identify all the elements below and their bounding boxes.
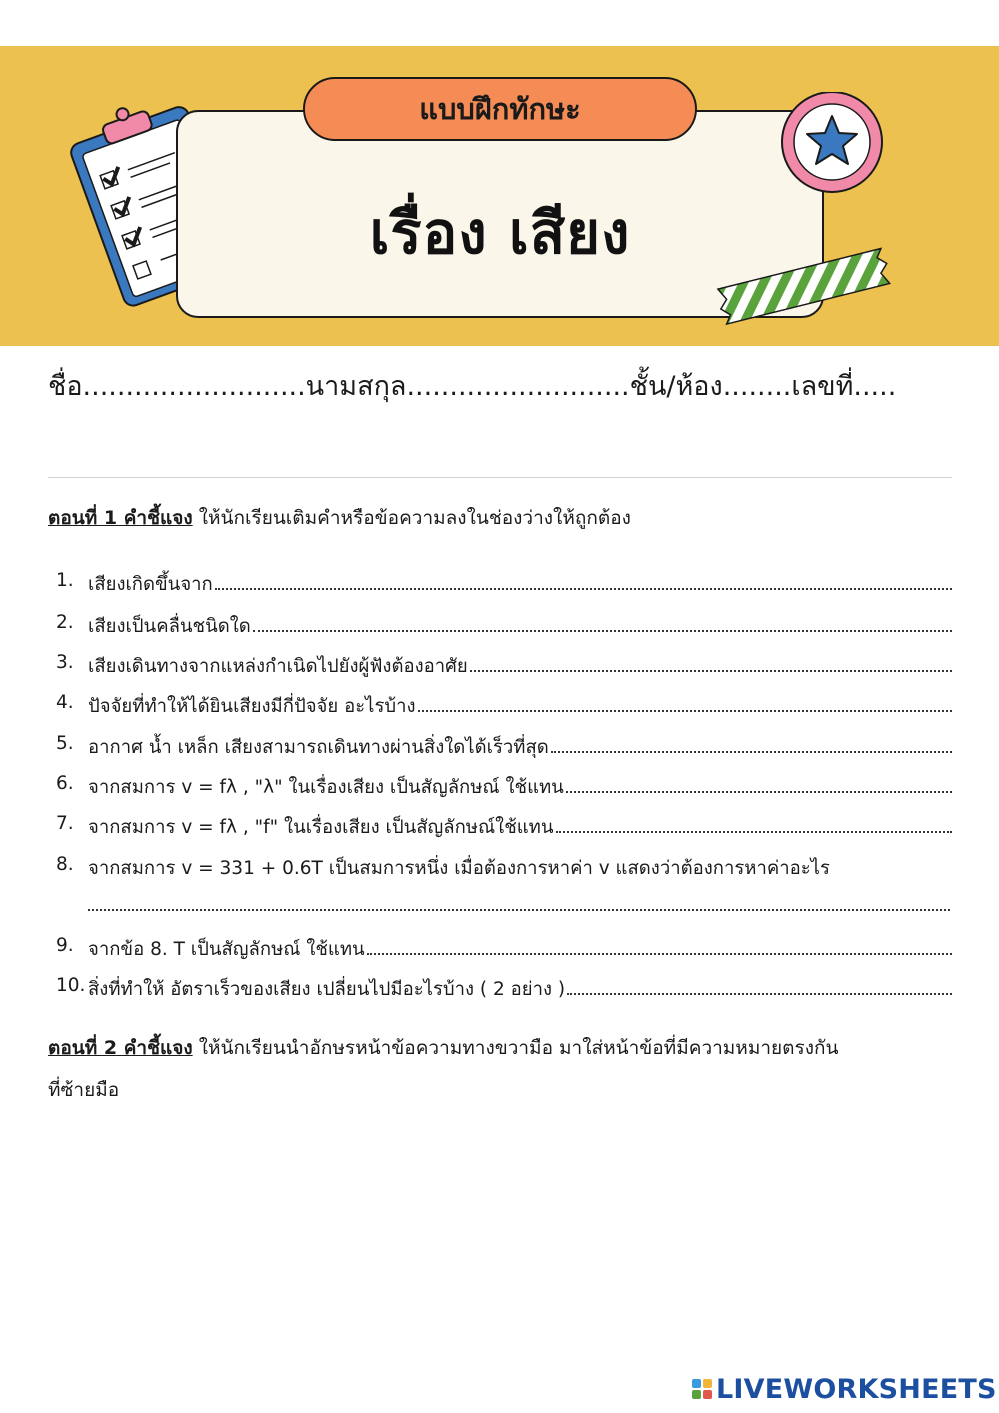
star-icon	[776, 92, 886, 196]
question-text: อากาศ น้ำ เหล็ก เสียงสามารถเดินทางผ่านสิ่งใดได้เร็วที่สุด	[88, 737, 549, 758]
part1-instruction	[48, 497, 952, 539]
question-5	[56, 733, 952, 762]
question-number: 10.	[56, 975, 86, 996]
question-text: จากสมการ v = 331 + 0.6T เป็นสมการหนึ่ง เมื่อต้องการหาค่า v แสดงว่าต้องการหาค่าอะไร	[88, 858, 830, 879]
answer-blank[interactable]	[418, 692, 952, 712]
question-6	[56, 773, 952, 802]
question-text: จากข้อ 8. T เป็นสัญลักษณ์ ใช้แทน	[88, 939, 365, 960]
tape-decoration	[712, 246, 898, 328]
question-text: เสียงเป็นคลื่นชนิดใด	[88, 616, 251, 637]
question-10	[56, 975, 952, 1004]
answer-blank[interactable]	[551, 733, 952, 753]
question-number: 4.	[56, 692, 74, 713]
question-text: เสียงเดินทางจากแหล่งกำเนิดไปยังผู้ฟังต้องอาศัย	[88, 656, 468, 677]
question-number: 7.	[56, 813, 74, 834]
question-3	[56, 652, 952, 681]
question-9	[56, 935, 952, 964]
student-info-line: ชื่อ..........................นามสกุล..........................ชั้น/ห้อง........เลขที่.....	[48, 371, 897, 402]
answer-blank[interactable]	[470, 652, 952, 672]
part1-text: ให้นักเรียนเติมคำหรือข้อความลงในช่องว่างให้ถูกต้อง	[192, 507, 631, 529]
logo-icon	[692, 1379, 712, 1399]
question-number: 5.	[56, 733, 74, 754]
question-text: จากสมการ v = fλ , "λ" ในเรื่องเสียง เป็นสัญลักษณ์ ใช้แทน	[88, 777, 564, 798]
question-number: 6.	[56, 773, 74, 794]
part2-instruction	[48, 1027, 952, 1111]
question-8	[56, 854, 952, 883]
question-7	[56, 813, 952, 842]
answer-blank[interactable]	[566, 773, 952, 793]
worksheet-type-badge	[303, 77, 697, 141]
answer-blank[interactable]	[88, 899, 950, 911]
answer-blank[interactable]	[215, 570, 952, 590]
question-2	[56, 612, 952, 641]
part2-text-continued: ที่ซ้ายมือ	[48, 1079, 120, 1101]
part1-label: ตอนที่ 1 คำชี้แจง	[48, 507, 193, 529]
question-number: 3.	[56, 652, 74, 673]
question-4	[56, 692, 952, 721]
question-text: จากสมการ v = fλ , "f" ในเรื่องเสียง เป็นสัญลักษณ์ใช้แทน	[88, 817, 554, 838]
question-number: 2.	[56, 612, 74, 633]
question-text: เสียงเกิดขึ้นจาก	[88, 574, 213, 595]
question-text: สิ่งที่ทำให้ อัตราเร็วของเสียง เปลี่ยนไปมีอะไรบ้าง ( 2 อย่าง )	[88, 979, 566, 1000]
badge-text: แบบฝึกทักษะ	[419, 92, 581, 126]
question-number: 8.	[56, 854, 74, 875]
question-number: 1.	[56, 570, 74, 591]
question-number: 9.	[56, 935, 74, 956]
part2-label: ตอนที่ 2 คำชี้แจง	[48, 1037, 193, 1059]
worksheet-title: เรื่อง เสียง	[369, 199, 631, 267]
answer-blank[interactable]	[556, 813, 952, 833]
answer-blank[interactable]	[253, 612, 952, 632]
part2-text: ให้นักเรียนนำอักษรหน้าข้อความทางขวามือ มาใส่หน้าข้อที่มีความหมายตรงกัน	[192, 1037, 839, 1059]
section-divider	[48, 477, 952, 478]
liveworksheets-logo	[692, 1372, 997, 1406]
answer-blank[interactable]	[567, 975, 952, 995]
logo-text: LIVEWORKSHEETS	[716, 1373, 997, 1405]
question-1	[56, 570, 952, 599]
question-text: ปัจจัยที่ทำให้ได้ยินเสียงมีกี่ปัจจัย อะไรบ้าง	[88, 696, 416, 717]
answer-blank[interactable]	[367, 935, 952, 955]
